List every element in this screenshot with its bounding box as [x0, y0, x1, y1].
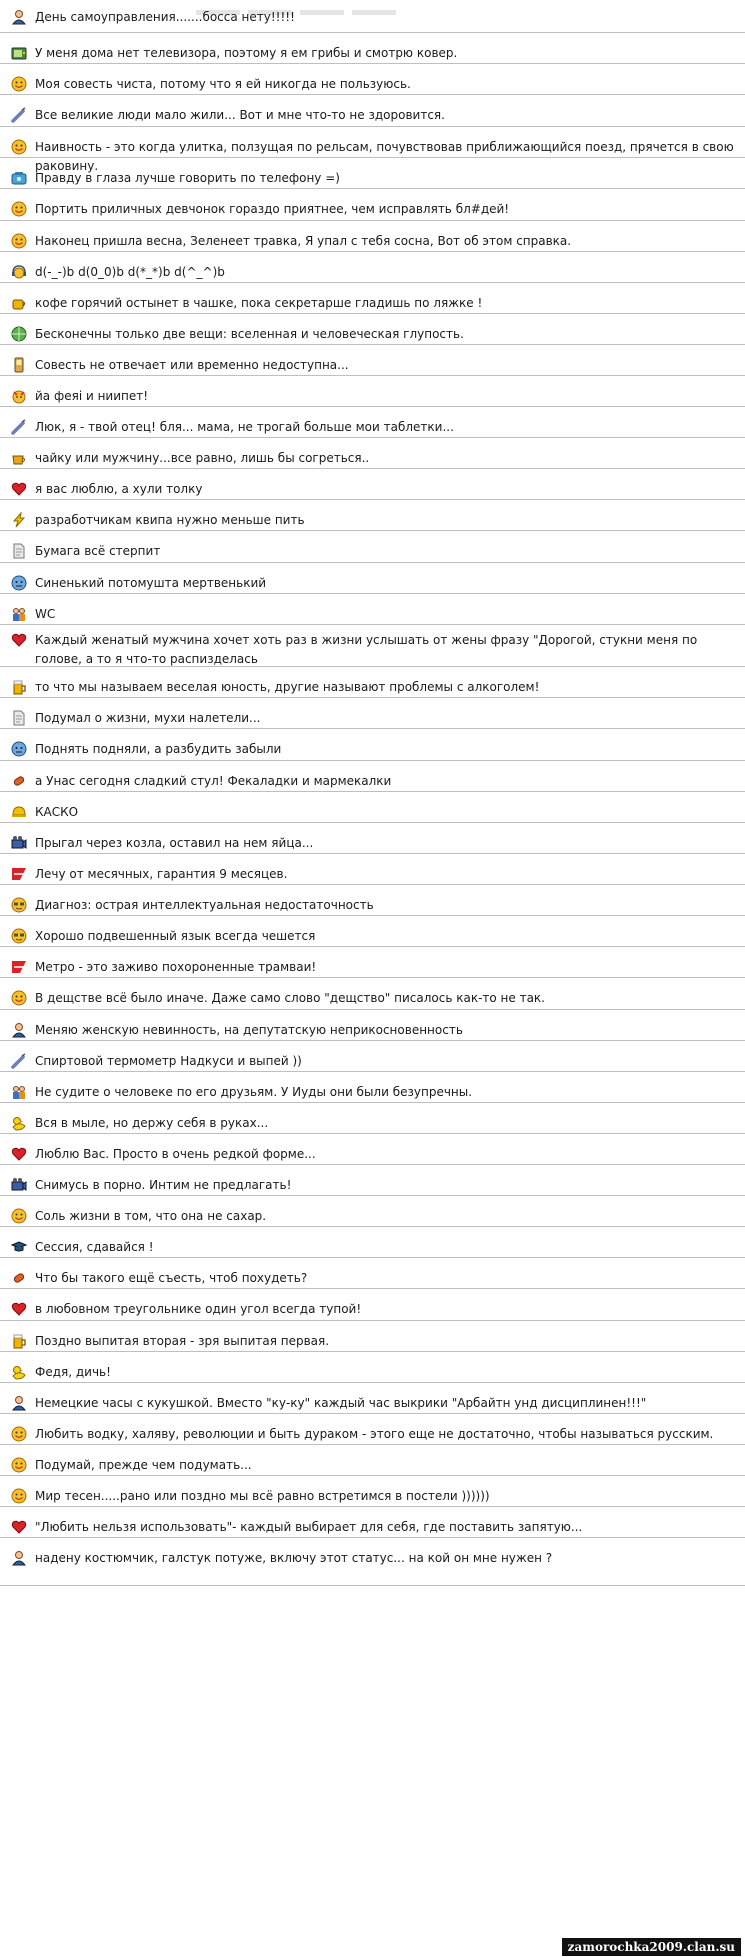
status-text: Любить водку, халяву, революции и быть дураком - этого еще не достаточно, чтобы называться русским.	[35, 1427, 714, 1441]
status-row[interactable]	[0, 221, 745, 252]
heart-icon	[10, 1300, 28, 1318]
status-text: Соль жизни в том, что она не сахар.	[35, 1209, 267, 1223]
status-row[interactable]	[0, 1072, 745, 1103]
status-row[interactable]	[0, 500, 745, 531]
status-text: надену костюмчик, галстук потуже, включу этот статус... на кой он мне нужен ?	[35, 1551, 553, 1565]
status-row[interactable]	[0, 885, 745, 916]
candy-icon	[10, 772, 28, 790]
status-row[interactable]	[0, 1383, 745, 1414]
status-text: Метро - это заживо похороненные трамваи!	[35, 960, 317, 974]
status-text: Вся в мыле, но держу себя в руках...	[35, 1116, 269, 1130]
status-row[interactable]	[0, 1134, 745, 1165]
smiley-icon	[10, 200, 28, 218]
status-row[interactable]	[0, 761, 745, 792]
smiley-icon	[10, 75, 28, 93]
status-text: Федя, дичь!	[35, 1365, 111, 1379]
status-row[interactable]	[0, 978, 745, 1010]
smiley-icon	[10, 1487, 28, 1505]
status-row[interactable]	[0, 1165, 745, 1196]
status-text: Не судите о человеке по его друзьям. У Иуды они были безупречны.	[35, 1085, 473, 1099]
status-row[interactable]	[0, 1538, 745, 1586]
status-text: Поднять подняли, а разбудить забыли	[35, 742, 282, 756]
duck-icon	[10, 1363, 28, 1381]
status-text: Все великие люди мало жили... Вот и мне что-то не здоровится.	[35, 108, 445, 122]
status-row[interactable]	[0, 625, 745, 667]
status-row[interactable]	[0, 1041, 745, 1072]
status-row[interactable]	[0, 158, 745, 189]
helmet-icon	[10, 803, 28, 821]
syringe-icon	[10, 1052, 28, 1070]
status-text: кофе горячий остынет в чашке, пока секретарше гладишь по ляжке !	[35, 296, 483, 310]
status-text: Прыгал через козла, оставил на нем яйца...	[35, 836, 314, 850]
status-text: d(-_-)b d(0_0)b d(*_*)b d(^_^)b	[35, 265, 225, 279]
globe-icon	[10, 325, 28, 343]
status-row[interactable]	[0, 95, 745, 127]
status-text: йа феяі и ниипет!	[35, 389, 149, 403]
status-text: Моя совесть чиста, потому что я ей никогда не пользуюсь.	[35, 77, 411, 91]
status-row[interactable]	[0, 854, 745, 885]
status-text: я вас люблю, а хули толку	[35, 482, 203, 496]
status-text: У меня дома нет телевизора, поэтому я ем грибы и смотрю ковер.	[35, 46, 458, 60]
status-row[interactable]	[0, 563, 745, 594]
heart-icon	[10, 1145, 28, 1163]
status-text: Поздно выпитая вторая - зря выпитая первая.	[35, 1334, 330, 1348]
duck-icon	[10, 1114, 28, 1132]
smiley-icon	[10, 232, 28, 250]
smiley-icon	[10, 1456, 28, 1474]
syringe-icon	[10, 418, 28, 436]
status-row[interactable]	[0, 0, 745, 33]
smiley-icon	[10, 989, 28, 1007]
status-row[interactable]	[0, 531, 745, 563]
status-text: Портить приличных девчонок гораздо приятнее, чем исправлять бл#дей!	[35, 202, 510, 216]
phone-icon	[10, 169, 28, 187]
status-text: то что мы называем веселая юность, другие называют проблемы с алкоголем!	[35, 680, 540, 694]
status-row[interactable]	[0, 407, 745, 438]
status-row[interactable]	[0, 916, 745, 947]
status-row[interactable]	[0, 469, 745, 500]
paper-icon	[10, 709, 28, 727]
people-icon	[10, 605, 28, 623]
status-text: чайку или мужчину...все равно, лишь бы согреться..	[35, 451, 370, 465]
status-row[interactable]	[0, 792, 745, 823]
status-text: Наивность - это когда улитка, ползущая по рельсам, почувствовав приближающийся поезд, прячется в свою раковину.	[35, 140, 734, 173]
status-text: Диагноз: острая интеллектуальная недостаточность	[35, 898, 374, 912]
smiley-icon	[10, 1207, 28, 1225]
status-row[interactable]	[0, 1476, 745, 1507]
boss-icon	[10, 8, 28, 26]
status-row[interactable]	[0, 376, 745, 407]
smiley-icon	[10, 138, 28, 156]
status-text: Сессия, сдавайся !	[35, 1240, 154, 1254]
status-row[interactable]	[0, 1352, 745, 1383]
lightning-icon	[10, 511, 28, 529]
status-row[interactable]	[0, 127, 745, 173]
status-row[interactable]	[0, 438, 745, 469]
status-row[interactable]	[0, 1103, 745, 1134]
face-blue-icon	[10, 574, 28, 592]
status-row[interactable]	[0, 1227, 745, 1258]
heart-icon	[10, 631, 28, 649]
status-row[interactable]	[0, 314, 745, 345]
status-text: Лечу от месячных, гарантия 9 месяцев.	[35, 867, 288, 881]
status-text: Меняю женскую невинность, на депутатскую неприкосновенность	[35, 1023, 463, 1037]
status-row[interactable]	[0, 252, 745, 283]
smiley-icon	[10, 1425, 28, 1443]
syringe-icon	[10, 106, 28, 124]
site-watermark: zamorochka2009.clan.su	[562, 1938, 741, 1956]
status-row[interactable]	[0, 283, 745, 314]
status-text: Что бы такого ещё съесть, чтоб похудеть?	[35, 1271, 308, 1285]
person-icon	[10, 1021, 28, 1039]
status-row[interactable]	[0, 823, 745, 854]
status-row[interactable]	[0, 667, 745, 698]
status-text: Подумал о жизни, мухи налетели...	[35, 711, 261, 725]
status-text: Наконец пришла весна, Зеленеет травка, Я упал с тебя сосна, Вот об этом справка.	[35, 234, 572, 248]
tea-icon	[10, 449, 28, 467]
status-text: WC	[35, 607, 56, 621]
status-text: Синенький потомушта мертвенький	[35, 576, 267, 590]
status-row[interactable]	[0, 1289, 745, 1321]
status-text: в любовном треугольнике один угол всегда тупой!	[35, 1302, 362, 1316]
status-text: Правду в глаза лучше говорить по телефону =)	[35, 171, 340, 185]
glasses-face-icon	[10, 927, 28, 945]
beer-icon	[10, 678, 28, 696]
status-text: В дещстве всё было иначе. Даже само слово "дещство" писалось как-то не так.	[35, 991, 545, 1005]
status-text: Люк, я - твой отец! бля... мама, не трогай больше мои таблетки...	[35, 420, 454, 434]
coffee-icon	[10, 294, 28, 312]
status-row[interactable]	[0, 698, 745, 729]
status-row[interactable]	[0, 189, 745, 221]
candy-icon	[10, 1269, 28, 1287]
status-text: Подумай, прежде чем подумать...	[35, 1458, 252, 1472]
status-text: КАСКО	[35, 805, 79, 819]
beer-icon	[10, 1332, 28, 1350]
status-row[interactable]	[0, 1258, 745, 1289]
mobile-icon	[10, 356, 28, 374]
status-row[interactable]	[0, 1445, 745, 1476]
status-row[interactable]	[0, 1414, 745, 1445]
camera-icon	[10, 834, 28, 852]
status-row[interactable]	[0, 345, 745, 376]
fairy-icon	[10, 387, 28, 405]
status-text: Люблю Вас. Просто в очень редкой форме...	[35, 1147, 316, 1161]
status-row[interactable]	[0, 1321, 745, 1352]
flag-icon	[10, 958, 28, 976]
status-row[interactable]	[0, 33, 745, 64]
status-row[interactable]	[0, 729, 745, 761]
paper-icon	[10, 542, 28, 560]
heart-icon	[10, 1518, 28, 1536]
camera-icon	[10, 1176, 28, 1194]
status-text: Спиртовой термометр Надкуси и выпей ))	[35, 1054, 302, 1068]
flag-icon	[10, 865, 28, 883]
status-row[interactable]	[0, 1507, 745, 1538]
face-blue-icon	[10, 740, 28, 758]
heart-icon	[10, 480, 28, 498]
status-text: Бумага всё стерпит	[35, 544, 161, 558]
status-row[interactable]	[0, 64, 745, 95]
person-icon	[10, 1394, 28, 1412]
people-icon	[10, 1083, 28, 1101]
status-row[interactable]	[0, 947, 745, 978]
status-text: Бесконечны только две вещи: вселенная и человеческая глупость.	[35, 327, 464, 341]
status-text: Мир тесен.....рано или поздно мы всё равно встретимся в постели ))))))	[35, 1489, 490, 1503]
status-text: День самоуправления.......босса нету!!!!!	[35, 10, 295, 24]
headphones-icon	[10, 263, 28, 281]
status-text: Снимусь в порно. Интим не предлагать!	[35, 1178, 292, 1192]
status-text: Хорошо подвешенный язык всегда чешется	[35, 929, 316, 943]
status-text: Каждый женатый мужчина хочет хоть раз в жизни услышать от жены фразу "Дорогой, стукни меня по голове, а то я что-то распизделась	[35, 633, 698, 666]
tv-icon	[10, 44, 28, 62]
status-row[interactable]	[0, 1196, 745, 1227]
status-row[interactable]	[0, 1010, 745, 1041]
status-text: Немецкие часы с кукушкой. Вместо "ку-ку" каждый час выкрики "Арбайтн унд дисциплинен!!!"	[35, 1396, 647, 1410]
grad-cap-icon	[10, 1238, 28, 1256]
person-icon	[10, 1549, 28, 1567]
status-text: разработчикам квипа нужно меньше пить	[35, 513, 305, 527]
status-row[interactable]	[0, 594, 745, 625]
status-text: Совесть не отвечает или временно недоступна...	[35, 358, 349, 372]
status-text: "Любить нельзя использовать"- каждый выбирает для себя, где поставить запятую...	[35, 1520, 583, 1534]
status-text: а Унас сегодня сладкий стул! Фекаладки и мармекалки	[35, 774, 392, 788]
glasses-face-icon	[10, 896, 28, 914]
